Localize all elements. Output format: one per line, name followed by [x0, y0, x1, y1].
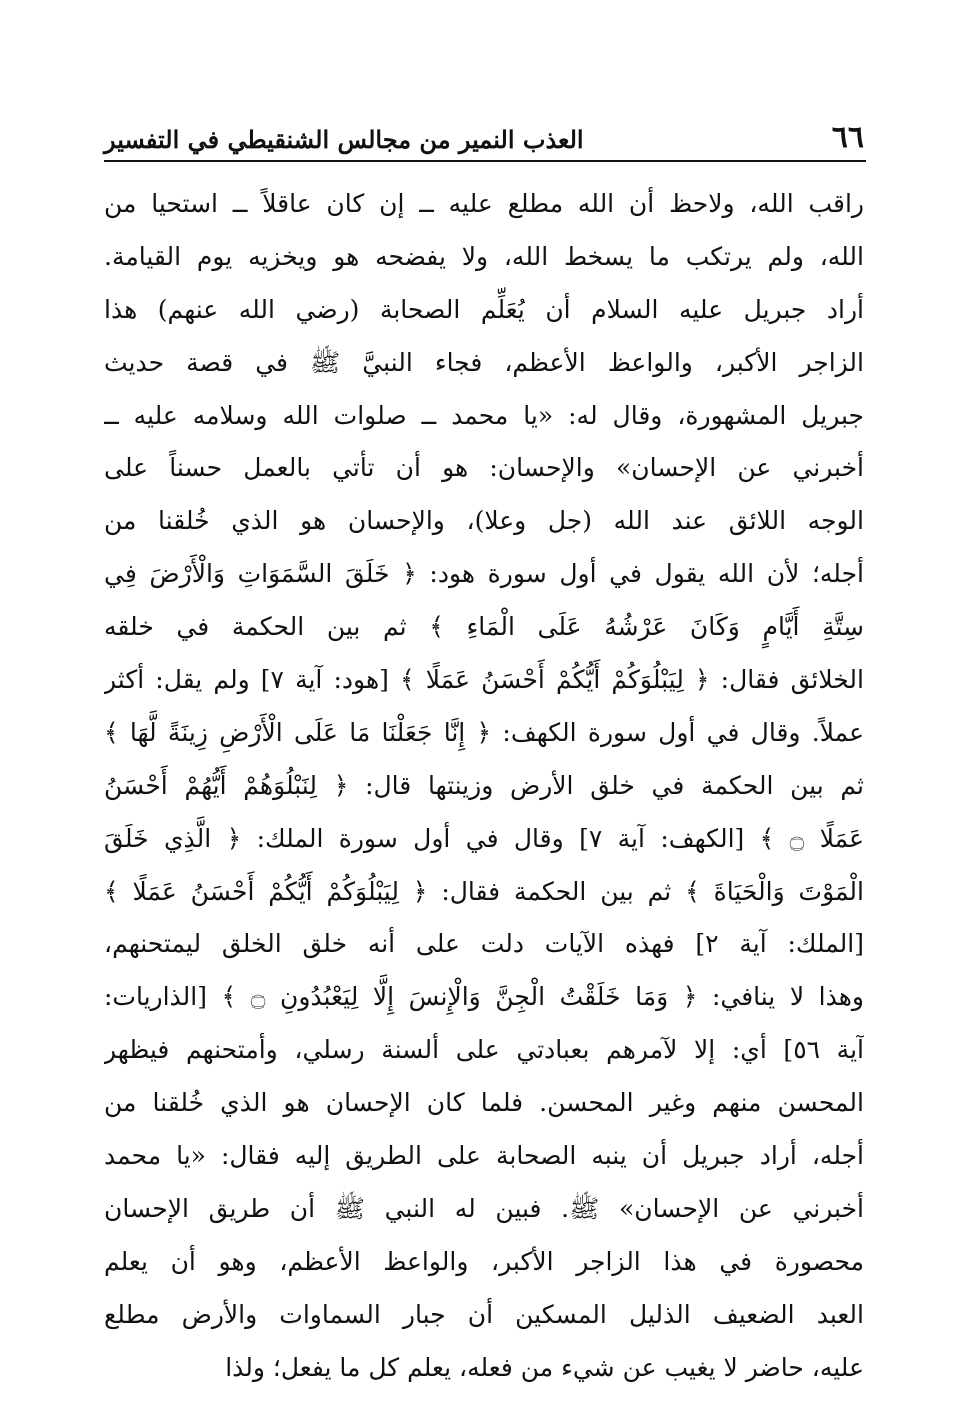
text-line: الوجه اللائق عند الله (جل وعلا)، والإحسان هو الذي خُلقنا من [104, 506, 864, 536]
text-line: الْمَوْتَ وَالْحَيَاةَ ﴾ ثم بين الحكمة فقال: ﴿ لِيَبْلُوَكُمْ أَيُّكُمْ أَحْسَنُ عَمَلًا ﴾ [104, 876, 864, 906]
page-number: ٦٦ [831, 120, 864, 155]
text-line: عملاً. وقال في أول سورة الكهف: ﴿ إِنَّا جَعَلْنَا مَا عَلَى الْأَرْضِ زِينَةً لَّهَا ﴾ [104, 717, 864, 747]
text-line: المحسن منهم وغير المحسن. فلما كان الإحسان هو الذي خُلقنا من [104, 1088, 864, 1118]
running-title: العذب النمير من مجالس الشنقيطي في التفسير [104, 125, 584, 154]
text-line: أراد جبريل عليه السلام أن يُعَلِّم الصحابة (رضي الله عنهم) هذا [104, 294, 864, 324]
text-line: [الملك: آية ٢] فهذه الآيات دلت على أنه خلق الخلق ليمتحنهم، [104, 929, 864, 959]
header-rule [104, 160, 866, 162]
text-line: آية ٥٦] أي: إلا لآمرهم بعبادتي على ألسنة رسلي، وأمتحنهم فيظهر [104, 1035, 864, 1065]
text-line: أخبرني عن الإحسان» ﷺ. فبين له النبي ﷺ أن طريق الإحسان [104, 1193, 864, 1223]
text-line: الزاجر الأكبر، والواعظ الأعظم، فجاء النبيَّ ﷺ في قصة حديث [104, 347, 864, 377]
text-line: أخبرني عن الإحسان» والإحسان: هو أن تأتي بالعمل حسناً على [104, 453, 864, 483]
text-line: أجله، أراد جبريل أن ينبه الصحابة على الطريق إليه فقال: «يا محمد [104, 1141, 864, 1171]
text-line: العبد الضعيف الذليل المسكين أن جبار السماوات والأرض مطلع [104, 1299, 864, 1329]
text-line: وهذا لا ينافي: ﴿ وَمَا خَلَقْتُ الْجِنَّ وَالْإِنسَ إِلَّا لِيَعْبُدُونِ ۝ ﴾ [الذاريات: [104, 982, 864, 1012]
page-header [104, 118, 864, 162]
text-line: ثم بين الحكمة في خلق الأرض وزينتها قال: ﴿ لِنَبْلُوَهُمْ أَيُّهُمْ أَحْسَنُ [104, 770, 864, 800]
text-line: عَمَلًا ۝ ﴾ [الكهف: آية ٧] وقال في أول سورة الملك: ﴿ الَّذِي خَلَقَ [104, 823, 864, 853]
text-line: الله، ولم يرتكب ما يسخط الله، ولا يفضحه هو ويخزيه يوم القيامة. [104, 241, 864, 271]
text-line: أجله؛ لأن الله يقول في أول سورة هود: ﴿ خَلَقَ السَّمَوَاتِ وَالْأَرْضَ فِي [104, 559, 864, 589]
text-line: الخلائق فقال: ﴿ لِيَبْلُوَكُمْ أَيُّكُمْ أَحْسَنُ عَمَلًا ﴾ [هود: آية ٧] ولم يقل: أكثر [104, 665, 864, 695]
text-line: راقب الله، ولاحظ أن الله مطلع عليه ــ إن كان عاقلاً ــ استحيا من [104, 189, 864, 218]
text-line: سِتَّةِ أَيَّامٍ وَكَانَ عَرْشُهُ عَلَى الْمَاءِ ﴾ ثم بين الحكمة في خلقه [104, 612, 864, 642]
text-line: محصورة في هذا الزاجر الأكبر، والواعظ الأعظم، وهو أن يعلم [104, 1246, 864, 1276]
text-line: جبريل المشهورة، وقال له: «يا محمد ــ صلوات الله وسلامه عليه ــ [104, 400, 864, 430]
body-text [104, 178, 864, 1394]
text-line: عليه، حاضر لا يغيب عن شيء من فعله، يعلم كل ما يفعل؛ ولذا [225, 1352, 864, 1382]
